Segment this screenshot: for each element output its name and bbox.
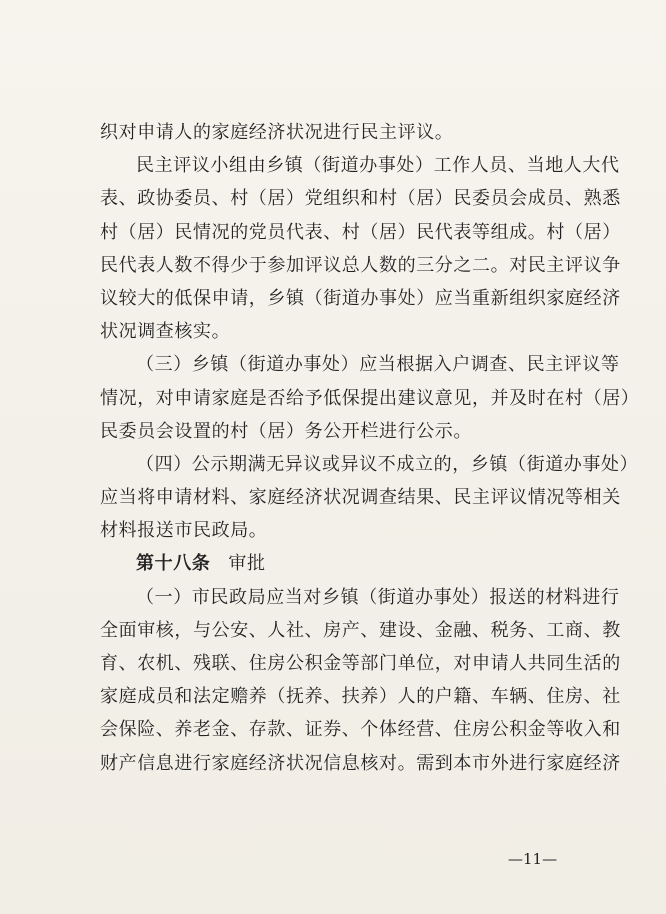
text-line: 村（居）民情况的党员代表、村（居）民代表等组成。村（居）	[100, 221, 621, 243]
text-line: （四）公示期满无异议或异议不成立的，乡镇（街道办事处）	[136, 453, 639, 475]
text-line: 状况调查核实。	[100, 321, 231, 343]
article-number: 第十八条	[136, 553, 211, 575]
text-line: 情况，对申请家庭是否给予低保提出建议意见，并及时在村（居）	[100, 387, 640, 409]
text-line: 财产信息进行家庭经济状况信息核对。需到本市外进行家庭经济	[100, 752, 621, 774]
text-line: 全面审核，与公安、人社、房产、建设、金融、税务、工商、教	[100, 619, 621, 641]
text-line: 民委员会设置的村（居）务公开栏进行公示。	[100, 420, 472, 442]
article-title: 审批	[228, 553, 266, 575]
text-line: 会保险、养老金、存款、证券、个体经营、住房公积金等收入和	[100, 719, 621, 741]
text-line: 育、农机、残联、住房公积金等部门单位，对申请人共同生活的	[100, 653, 621, 674]
text-line: 材料报送市民政局。	[100, 520, 268, 542]
article-heading	[100, 547, 580, 580]
text-line: 民代表人数不得少于参加评议总人数的三分之二。对民主评议争	[100, 254, 621, 276]
text-line: （一）市民政局应当对乡镇（街道办事处）报送的材料进行	[136, 586, 620, 608]
text-line: 表、政协委员、村（居）党组织和村（居）民委员会成员、熟悉	[100, 188, 621, 210]
page-number: —11—	[508, 850, 558, 868]
text-line: 织对申请人的家庭经济状况进行民主评议。	[100, 122, 454, 143]
text-line: （三）乡镇（街道办事处）应当根据入户调查、民主评议等	[136, 354, 620, 376]
text-line: 议较大的低保申请，乡镇（街道办事处）应当重新组织家庭经济	[100, 287, 621, 309]
text-line: 民主评议小组由乡镇（街道办事处）工作人员、当地人大代	[136, 155, 620, 177]
body-text	[100, 116, 640, 780]
text-line: 家庭成员和法定赡养（抚养、扶养）人的户籍、车辆、住房、社	[100, 686, 621, 708]
text-line: 应当将申请材料、家庭经济状况调查结果、民主评议情况等相关	[100, 487, 621, 509]
